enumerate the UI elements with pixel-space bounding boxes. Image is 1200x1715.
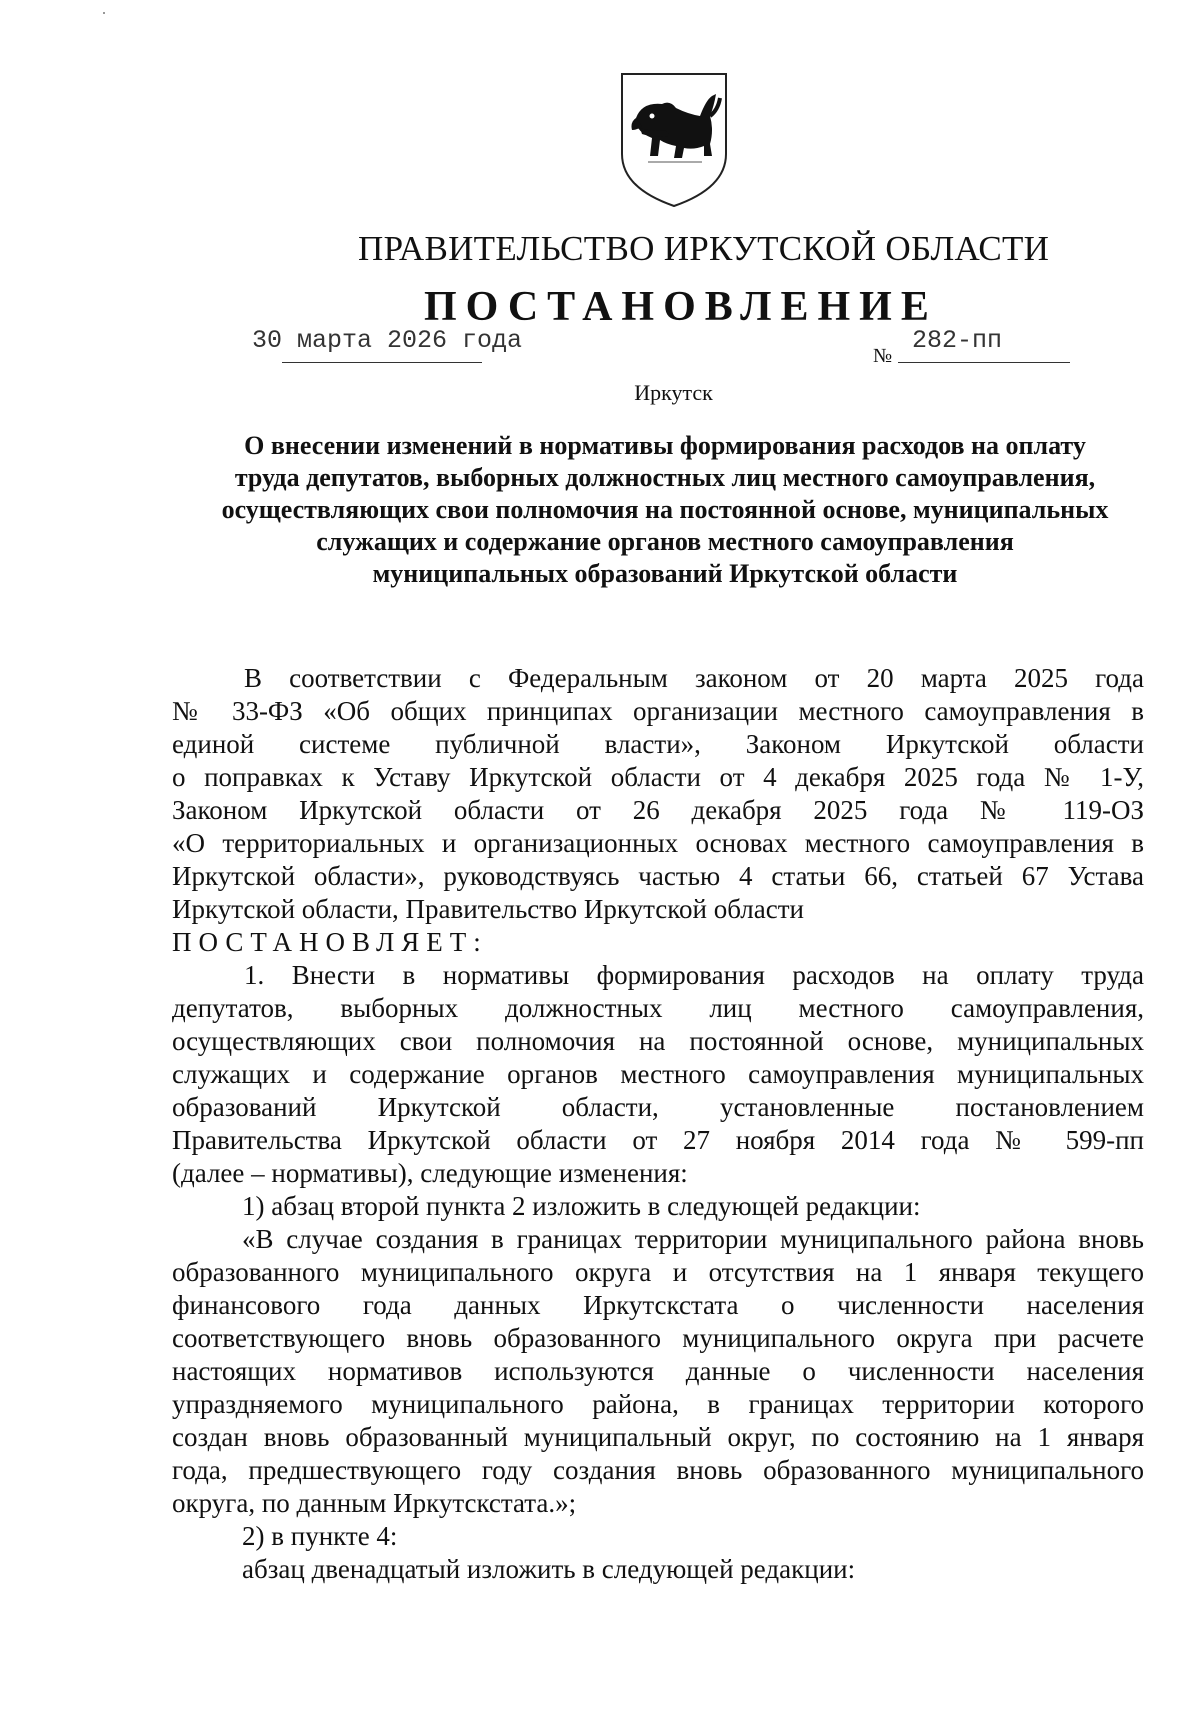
- body-line: Законом Иркутской области от 26 декабря 2025 года № 119-ОЗ: [172, 795, 1144, 825]
- body-line: соответствующего вновь образованного муниципального округа при расчете: [172, 1323, 1144, 1353]
- coat-of-arms-emblem: [618, 70, 730, 210]
- number-sign: №: [873, 345, 893, 367]
- body-line: единой системе публичной власти», Законом Иркутской области: [172, 729, 1144, 759]
- body-line: осуществляющих свои полномочия на постоянной основе, муниципальных: [172, 1026, 1144, 1056]
- body-line: Иркутской области», руководствуясь частью 4 статьи 66, статьей 67 Устава: [172, 861, 1144, 891]
- document-title: [175, 430, 1155, 590]
- body-line: образованного муниципального округа и отсутствия на 1 января текущего: [172, 1257, 1144, 1287]
- scan-speck: [103, 12, 105, 14]
- body-line: депутатов, выборных должностных лиц местного самоуправления,: [172, 993, 1144, 1023]
- title-line: О внесении изменений в нормативы формирования расходов на оплату: [244, 431, 1086, 460]
- body-line: Правительства Иркутской области от 27 ноября 2014 года № 599-пп: [172, 1125, 1144, 1155]
- number-underline: [898, 362, 1070, 363]
- title-line: труда депутатов, выборных должностных лиц местного самоуправления,: [234, 463, 1096, 492]
- body-line: В соответствии с Федеральным законом от 20 марта 2025 года: [244, 663, 1144, 693]
- body-line: финансового года данных Иркутскстата о численности населения: [172, 1290, 1144, 1320]
- body-line: Иркутской области, Правительство Иркутской области: [172, 894, 804, 924]
- body-line: «О территориальных и организационных основах местного самоуправления в: [172, 828, 1144, 858]
- body-line: 1. Внести в нормативы формирования расходов на оплату труда: [244, 960, 1144, 990]
- title-line: служащих и содержание органов местного самоуправления: [316, 527, 1014, 556]
- body-line: года, предшествующего году создания вновь образованного муниципального: [172, 1455, 1144, 1485]
- body-line: настоящих нормативов используются данные о численности населения: [172, 1356, 1144, 1386]
- body-line: № 33-ФЗ «Об общих принципах организации местного самоуправления в: [172, 696, 1144, 726]
- body-line: 1) абзац второй пункта 2 изложить в следующей редакции:: [242, 1191, 921, 1221]
- body-line: 2) в пункте 4:: [242, 1521, 398, 1551]
- resolves-heading: ПОСТАНОВЛЯЕТ:: [172, 927, 488, 957]
- body-line: о поправках к Уставу Иркутской области от 4 декабря 2025 года № 1-У,: [172, 762, 1144, 792]
- body-line: служащих и содержание органов местного самоуправления муниципальных: [172, 1059, 1144, 1089]
- document-date: 30 марта 2026 года: [252, 326, 523, 355]
- body-line: упраздняемого муниципального района, в границах территории которого: [172, 1389, 1144, 1419]
- title-line: муниципальных образований Иркутской области: [372, 559, 958, 588]
- organization-name: ПРАВИТЕЛЬСТВО ИРКУТСКОЙ ОБЛАСТИ: [358, 229, 1050, 268]
- document-type: ПОСТАНОВЛЕНИЕ: [424, 284, 938, 330]
- document-body: [172, 662, 1144, 1586]
- body-line: (далее – нормативы), следующие изменения:: [172, 1158, 688, 1188]
- title-line: осуществляющих свои полномочия на постоянной основе, муниципальных: [221, 495, 1109, 524]
- date-underline: [282, 362, 482, 363]
- body-line: образований Иркутской области, установленные постановлением: [172, 1092, 1144, 1122]
- body-line: абзац двенадцатый изложить в следующей редакции:: [242, 1554, 856, 1584]
- document-number: 282-пп: [912, 326, 1003, 355]
- body-line: «В случае создания в границах территории муниципального района вновь: [242, 1224, 1144, 1254]
- body-line: создан вновь образованный муниципальный округ, по состоянию на 1 января: [172, 1422, 1144, 1452]
- body-line: округа, по данным Иркутскстата.»;: [172, 1488, 577, 1518]
- city: Иркутск: [634, 380, 713, 405]
